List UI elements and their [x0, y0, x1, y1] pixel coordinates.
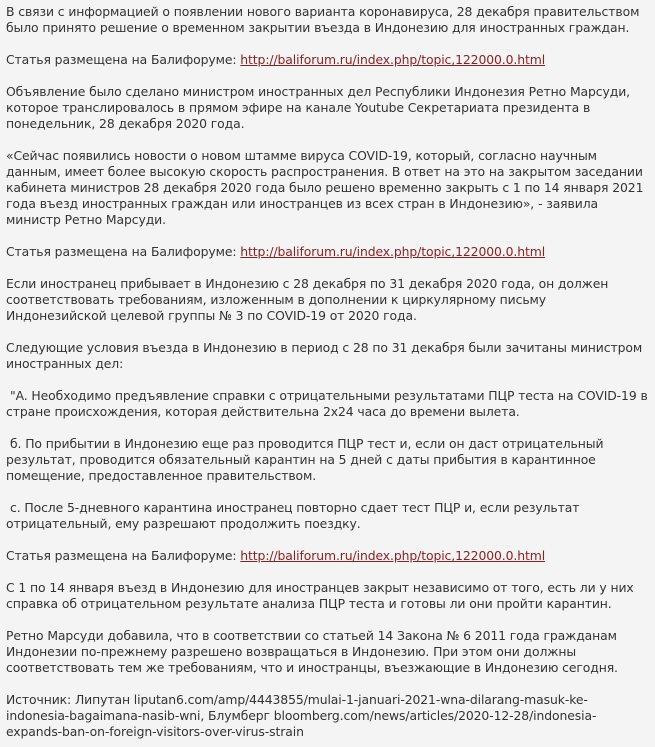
paragraph-citizens: Ретно Марсуди добавила, что в соответствии со статьей 14 Закона № 6 2011 года гражданам Индонезии по-прежнему разрешено возвращаться в Индонезию. При этом они должны соответствовать тем же требованиям, что и иностранцы, въезжающие в Индонезию сегодня. [6, 628, 618, 675]
paragraph-closure: С 1 по 14 января въезд в Индонезию для иностранцев закрыт независимо от того, есть ли у них справка об отрицательном результате анализа ПЦР теста и готовы ли они пройти карантин. [6, 580, 634, 611]
citation-link[interactable]: http://baliforum.ru/index.php/topic,122000.0.html [240, 52, 546, 67]
condition-item-c: с. После 5-дневного карантина иностранец повторно сдает тест ПЦР и, если результат отрицательный, ему разрешают продолжить поездку. [6, 500, 580, 531]
condition-item-b: б. По прибытии в Индонезию еще раз проводится ПЦР тест и, если он даст отрицательный результат, проводится обязательный карантин на 5 дней с даты прибытия в карантинное помещение, предоставленное правительством. [6, 436, 604, 483]
paragraph-requirements: Если иностранец прибывает в Индонезию с 28 декабря по 31 декабря 2020 года, он должен соответствовать требованиям, изложенным в дополнении к циркулярному письму Индонезийской целевой группы № 3 по COVID-19 от 2020 года. [6, 276, 609, 323]
citation-line [6, 548, 649, 564]
citation-line [6, 52, 649, 68]
condition-item-a: "A. Необходимо предъявление справки с отрицательными результатами ПЦР теста на COVID-19 в стране происхождения, которая действительна 2х24 часа до времени вылета. [6, 388, 648, 419]
paragraph-intro: В связи с информацией о появлении нового варианта коронавируса, 28 декабря правительством было принято решение о временном закрытии въезда в Индонезию для иностранных граждан. [6, 4, 640, 35]
citation-line [6, 244, 649, 260]
citation-prefix: Статья размещена на Балифоруме: [6, 52, 237, 67]
paragraph-announcement: Объявление было сделано министром иностранных дел Республики Индонезия Ретно Марсуди, которое транслировалось в прямом эфире на канале Youtube Секретариата президента в понедельник, 28 декабря 2020 года. [6, 84, 630, 131]
source-note: Источник: Липутан liputan6.com/amp/4443855/mulai-1-januari-2021-wna-dilarang-masuk-ke-indonesia-bagaimana-nasib-wni, Блумберг bloomberg.com/news/articles/2020-12-28/indonesia-expands-ban-on-foreign-visitors-over-virus-strain [6, 692, 597, 739]
citation-prefix: Статья размещена на Балифоруме: [6, 548, 237, 563]
paragraph-quote: «Сейчас появились новости о новом штамме вируса COVID-19, который, согласно научным данным, имеет более высокую скорость распространения. В ответ на это на закрытом заседании кабинета министров 28 декабря 2020 года было решено временно закрыть с 1 по 14 января 2021 года въезд иностранных граждан или иностранцев из всех стран в Индонезию», - заявила министр Ретно Марсуди. [6, 148, 644, 227]
citation-prefix: Статья размещена на Балифоруме: [6, 244, 237, 259]
citation-link[interactable]: http://baliforum.ru/index.php/topic,122000.0.html [240, 244, 546, 259]
citation-link[interactable]: http://baliforum.ru/index.php/topic,122000.0.html [240, 548, 546, 563]
paragraph-conditions-intro: Следующие условия въезда в Индонезию в период с 28 по 31 декабря были зачитаны министром иностранных дел: [6, 340, 643, 371]
